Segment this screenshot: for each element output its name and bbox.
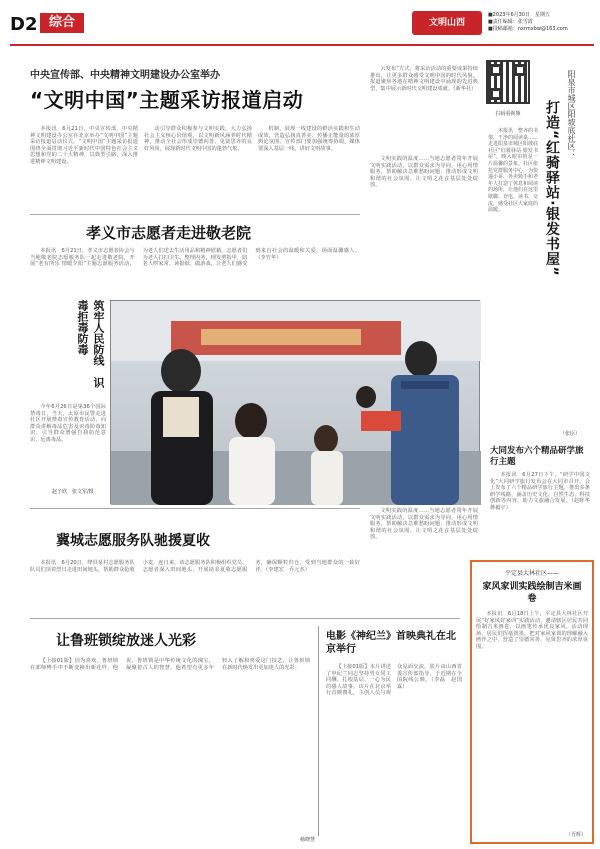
- vertical-kicker: 阳泉市城区阳坡底社区：: [567, 70, 576, 158]
- masthead: [10, 8, 594, 44]
- jixian-body: 本报讯 6月20日，绛县某村志愿服务队队员们顶着烈日走进田间地头，帮助群众抢收小麦。连日来，该志愿服务队积极组织党员、志愿者深入田间地头，开展助农夏收志愿服务，确保颗粒归仓，受到当地群众的一致好评。（李建宏 乔元杰）: [30, 560, 360, 573]
- photo-credit: 赵子欣 张文军/摄: [52, 489, 94, 495]
- page-number: D2: [10, 14, 38, 35]
- qr-finder-tr: [514, 64, 526, 76]
- lead-title: “文明中国”主题采访报道启动: [30, 88, 304, 112]
- email-line: ■投稿邮箱：nxrmxbw@163.com: [488, 26, 568, 32]
- lead-column-2: 动引导群众积极参与文明实践，大力弘扬社会主义核心价值观，以文明新风涵养时代精神，推动全社会形成崇德向善、见贤思齐的良好风尚，展现新时代文明中国的蓬勃气象。: [144, 126, 252, 152]
- rangban-credit: 杨晓慧: [300, 837, 316, 843]
- qr-caption: 扫码看视频: [495, 111, 521, 117]
- film-divider: [318, 626, 319, 836]
- photo-caption-tag: [58, 300, 106, 396]
- xiaoyi-title: 孝义市志愿者走进敬老院: [86, 224, 252, 242]
- jixian-title: 冀城志愿服务队驰援夏收: [56, 533, 210, 549]
- lead-column-3: 机制，展现一线建设的鲜活实践和生动成效，营造弘扬真善美、传播正能量的浓厚舆论氛围。宣传部门要加强统筹协调，媒体要深入基层一线，讲好文明故事。: [258, 126, 360, 152]
- qr-finder-bl: [490, 88, 502, 100]
- side-column-body: 文明实践的温度……当地志愿者常年开展文明实践活动，以群众需求为导向，用心用情服务，帮助解决急难愁盼问题，推动形成文明和谐的社会氛围，让文明之花在基层处处绽放。: [370, 156, 478, 189]
- datong-title-text: 大同发布六个精品研学旅行主题: [490, 446, 584, 467]
- rangban-body: 【上接01版】因为喜欢，鲁班锁在郭师傅手中不断变换出新花样。他说，鲁班锁是中华传统文化的瑰宝，凝聚着古人的智慧。他希望有更多年轻人了解和喜爱这门技艺，让鲁班锁在新时代焕发出更加迷人的光彩。: [30, 658, 310, 671]
- section-label: 综合: [48, 15, 75, 30]
- film-title-text: 电影《神纪兰》首映典礼在北京举行: [326, 631, 456, 655]
- logo-text: 文明山西: [428, 18, 465, 28]
- lead-column-1: 本报讯 6月21日，中央宣传部、中央精神文明建设办公室在北京举办“文明中国”主题采访报道启动仪式。“文明中国”主题采访报道围绕全面贯彻习近平新时代中国特色社会主义思想和党的二十大精神，以典型引路，深入推进精神文明建设。: [30, 126, 138, 165]
- event-photo: [110, 300, 480, 504]
- xiaoyi-body: 本报讯 6月21日，孝义市志愿者协会与当地敬老院志愿服务队一起走进敬老院，开展“老有所乐 情暖夕阳”主题志愿服务活动，为老人们送去生活用品和精神慰藉。志愿者们为老人打扫卫生、整理内务、理发剪指甲，陪老人唠家常、读报纸、做游戏，让老人们感受到来自社会的温暖和关爱，场面温馨感人。（李竹华）: [30, 248, 360, 268]
- date-line: ■2023年6月30日 星期五: [488, 12, 550, 18]
- film-body: 【上接01版】本片讲述了申纪兰同志坚持男女同工同酬、扎根基层、一心为民的感人故事。该片在北京举行首映典礼，主创人员与观众见面交流。影片由山西省委宣传部指导，于近期在全国院线公映。（李磊 赵国霖）: [326, 664, 462, 697]
- lead-kicker: 中央宣传部、中央精神文明建设办公室举办: [30, 70, 220, 81]
- highlight-box: [470, 560, 594, 844]
- highlight-title: 家风家训实践绘制吉米画卷: [482, 582, 582, 604]
- masthead-rule: [10, 44, 594, 46]
- xiaoyi-rule: [30, 214, 360, 215]
- side-column-text: 云发布”方式，将采访活动的重要成果持续推出，让更多群众感受文明中国的时代风貌。报道聚焦各地在精神文明建设中涌现的先进典型，集中展示新时代文明建设成就。（新华社）: [370, 66, 478, 92]
- right-column-credit: （张臣）: [560, 431, 581, 437]
- mid-right-body: 文明实践的温度……当地志愿者常年开展文明实践活动，以群众需求为导向，用心用情服务，帮助解决急难愁盼问题，推动形成文明和谐的社会氛围，让文明之花在基层处处绽放。: [370, 508, 478, 541]
- datong-title: [490, 446, 590, 468]
- photo-scene: [111, 301, 481, 505]
- qr-code: [486, 60, 530, 104]
- highlight-body: 本报讯 6月18日上午，平定县大林社区开展“好家风好家训”实践活动，邀请辖区居民共同绘制吉米画卷，以画笔传承优良家风。活动现场，居民们挥毫泼墨，把对家风家训的理解融入画作之中，营造了崇德向善、见贤思齐的浓厚氛围。: [476, 611, 588, 650]
- rangban-rule: [30, 618, 460, 619]
- right-column-body: 本报讯 整齐的书架、干净的阅读桌……走进阳泉市城区阳坡底社区“红骑驿站·银发书屋”，映入眼帘的是一片温馨的景象。社区依托党群服务中心，为快递小哥、外卖骑手和老年人打造了休息和阅读的场所，让他们在这里歇脚、充电、读书、交流，感受社区大家庭的温暖。: [488, 128, 539, 214]
- masthead-info: [488, 12, 594, 33]
- qr-finder-tl: [490, 64, 502, 76]
- rangban-title: 让鲁班锁绽放迷人光彩: [56, 633, 196, 649]
- photo-caption-tag-text: 筑牢人民防线 识毒拒毒防毒: [76, 300, 105, 388]
- jixian-rule: [30, 508, 360, 509]
- vertical-title: 打造“红骑驿站·银发书屋”: [544, 100, 560, 277]
- logo: [412, 11, 482, 35]
- datong-body: 本报讯 6月27日下午，“研学中国文化”大同研学旅行发布会在大同市召开。会上发布了六个精品研学旅行主题，推出多条研学线路，涵盖历史文化、自然生态、科技创新等内容，助力文旅融合发展。（赵晖华 蒋毅宇）: [490, 472, 596, 511]
- editor-line: ■责任编辑：张雪霞: [488, 19, 533, 25]
- highlight-credit: （吾辉）: [565, 832, 586, 838]
- photo-caption: 今年6月26日是第36个国际禁毒日，当天，太原市民警走进社区开展禁毒宣传教育活动，向群众讲解毒品危害及识毒防毒知识，引导群众增强自我防范意识，远离毒品。: [30, 404, 106, 443]
- film-title: [326, 630, 462, 656]
- highlight-kicker: 平定县大林社区——: [504, 570, 559, 577]
- section-tag: [40, 13, 84, 33]
